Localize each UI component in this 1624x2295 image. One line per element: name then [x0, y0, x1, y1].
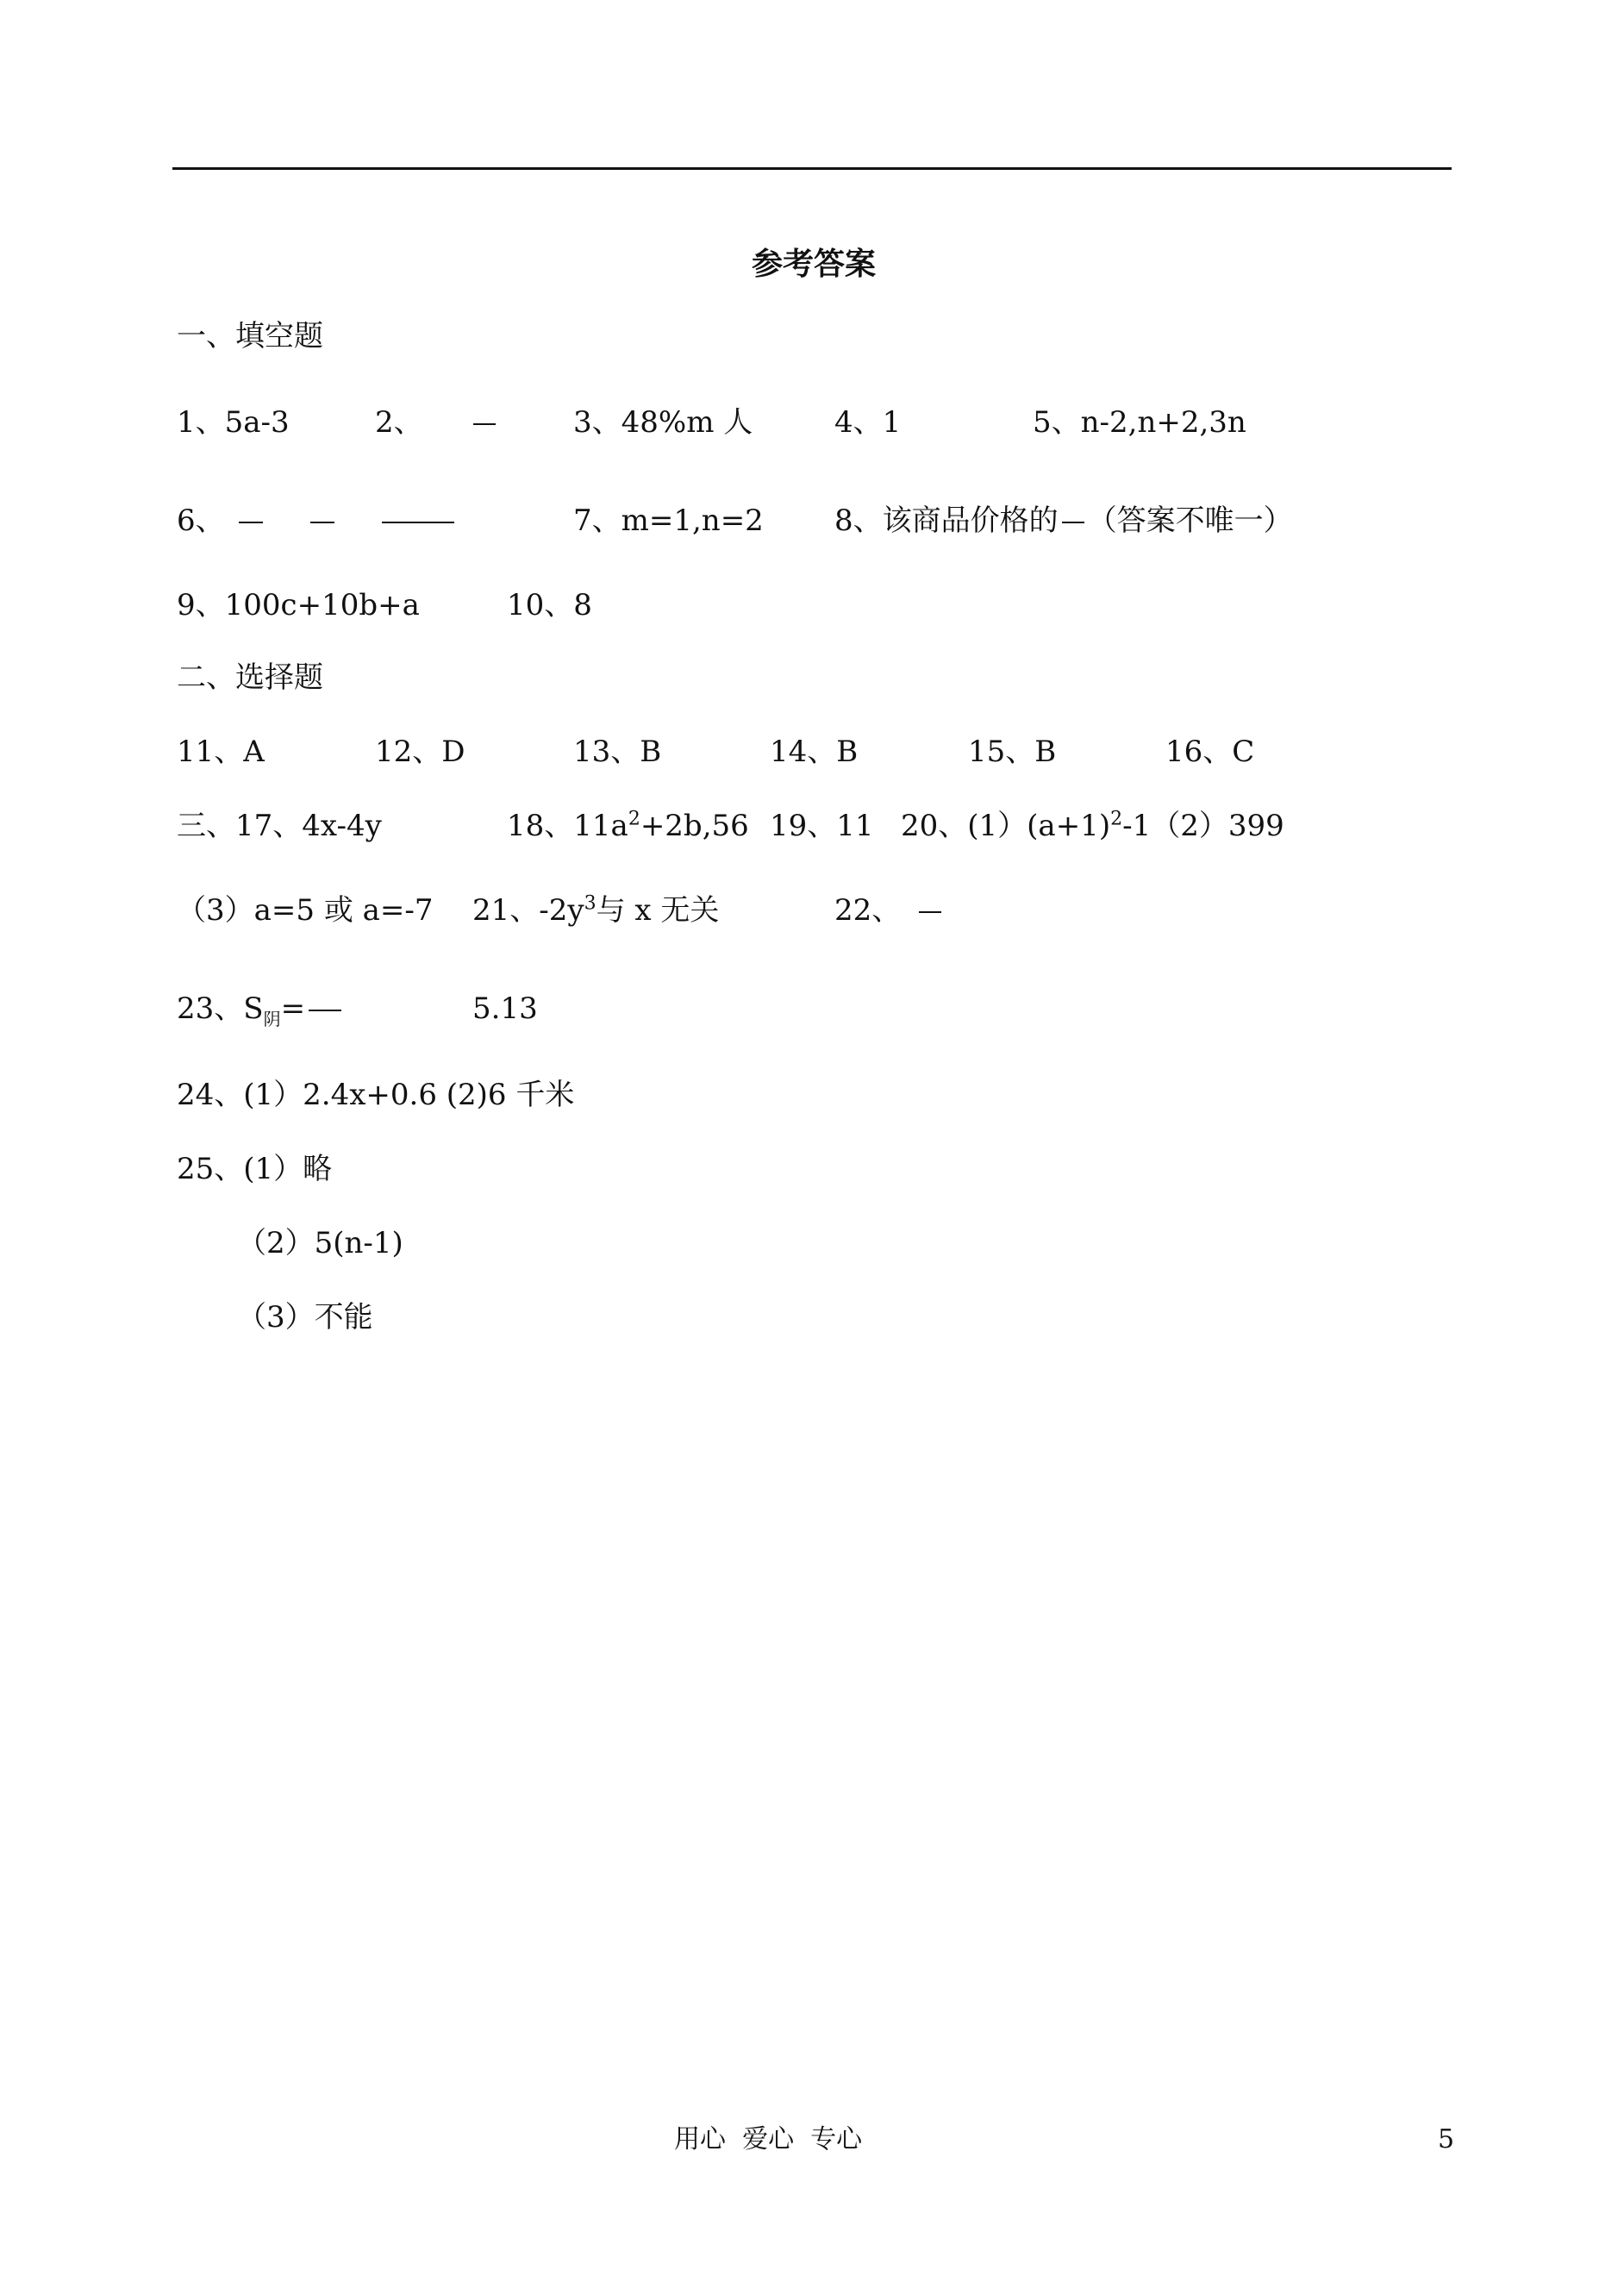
section-fill-heading: 一、填空题 [177, 319, 323, 353]
answer-9: 9、100c+10b+a [177, 588, 420, 622]
answer-4: 4、1 [834, 405, 902, 440]
answer-22-label: 22、 [834, 893, 902, 928]
equals-sign: = [280, 991, 306, 1026]
answer-3: 3、48%m 人 [573, 405, 753, 440]
answer-6-label: 6、 [177, 503, 225, 538]
answer-7: 7、m=1,n=2 [573, 503, 764, 538]
fraction-bar [919, 911, 941, 913]
footer-motto: 用心 爱心 专心 [674, 2124, 863, 2154]
answer-13: 13、B [573, 735, 662, 769]
page-title: 参考答案 [752, 246, 877, 282]
answer-15: 15、B [968, 735, 1057, 769]
answer-17: 三、17、4x-4y [177, 809, 382, 843]
answer-8 [834, 503, 1293, 538]
answer-23 [177, 991, 341, 1029]
answer-25-1: 25、(1）略 [177, 1152, 333, 1186]
answer-11: 11、A [177, 735, 265, 769]
answer-8-note: （答案不唯一） [1087, 503, 1293, 538]
answer-1: 1、5a-3 [177, 405, 290, 440]
exponent: 2 [1110, 808, 1123, 830]
answer-19: 19、11 [770, 809, 874, 843]
section-choice-heading: 二、选择题 [177, 660, 323, 695]
subscript: 阴 [263, 1008, 281, 1029]
answer-25-2: （2）5(n-1) [237, 1226, 403, 1260]
answer-18 [507, 809, 749, 843]
fraction-bar [239, 522, 263, 523]
answer-20 [901, 809, 1284, 843]
answer-24: 24、(1）2.4x+0.6 (2)6 千米 [177, 1078, 575, 1112]
fraction-bar [309, 1010, 341, 1011]
answer-21-text: 21、-2y [472, 893, 584, 928]
answer-8-text: 8、该商品价格的 [834, 503, 1059, 538]
answer-20-text: 20、(1）(a+1) [901, 809, 1111, 843]
answer-20-part3: （3）a=5 或 a=-7 [177, 893, 434, 928]
answer-6 [177, 503, 454, 538]
answer-23-value: 5.13 [472, 991, 538, 1026]
answer-22 [834, 893, 941, 928]
fraction-bar [310, 522, 334, 523]
answer-10: 10、8 [507, 588, 592, 622]
answer-25-3: （3）不能 [237, 1300, 373, 1335]
answer-21-rest: 与 x 无关 [596, 893, 720, 928]
answer-14: 14、B [770, 735, 859, 769]
answer-21 [472, 893, 719, 928]
header-rule [172, 167, 1452, 170]
answer-23-text: 23、S [177, 991, 264, 1026]
answer-2 [375, 405, 496, 440]
exponent: 3 [584, 892, 597, 915]
fraction-bar [473, 423, 496, 425]
fraction-bar [382, 522, 454, 523]
answer-2-label: 2、 [375, 405, 423, 440]
answer-20-rest: -1（2）399 [1122, 809, 1284, 843]
answer-18-text: 18、11a [507, 809, 628, 843]
fraction-bar [1062, 522, 1084, 523]
answer-12: 12、D [375, 735, 465, 769]
answer-16: 16、C [1165, 735, 1255, 769]
answer-18-rest: +2b,56 [640, 809, 749, 843]
answer-5: 5、n-2,n+2,3n [1033, 405, 1246, 440]
page-number: 5 [1438, 2124, 1455, 2154]
exponent: 2 [628, 808, 640, 830]
